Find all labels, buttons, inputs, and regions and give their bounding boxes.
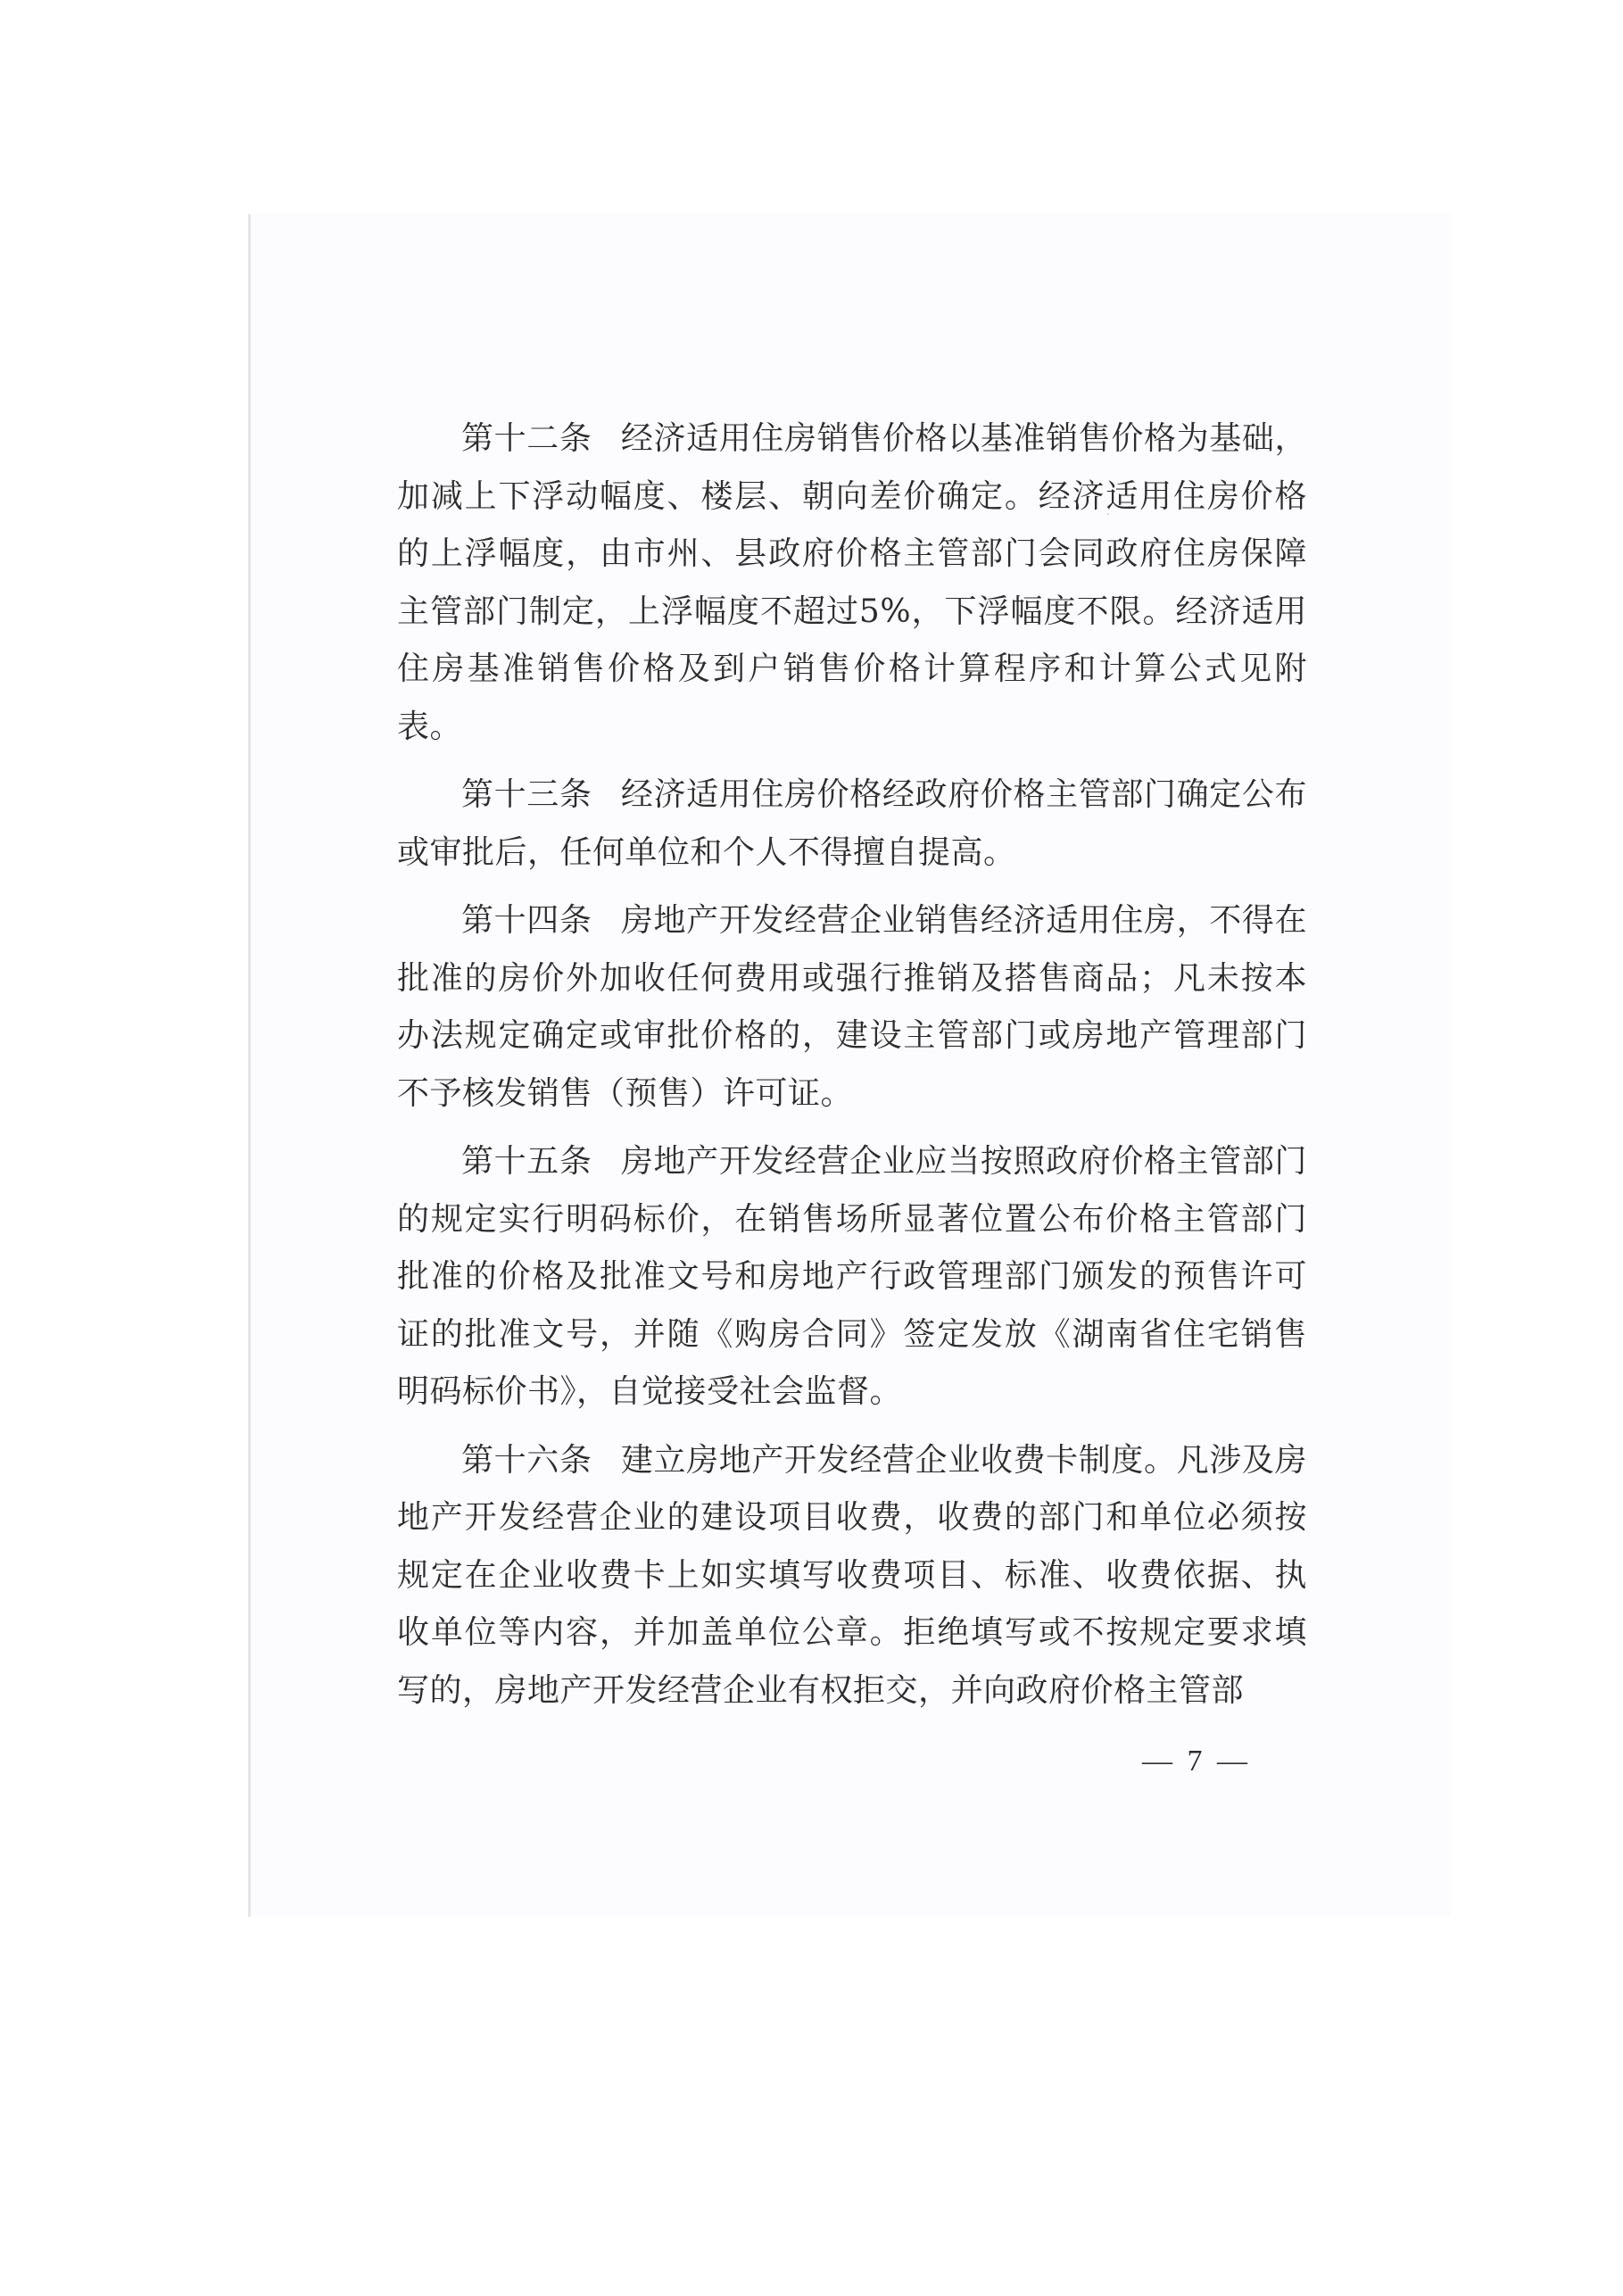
article-14 <box>397 892 1307 1123</box>
article-12 <box>397 410 1307 756</box>
article-text: 经济适用住房销售价格以基准销售价格为基础，加减上下浮动幅度、楼层、朝向差价确定。经济适用住房价格的上浮幅度，由市州、县政府价格主管部门会同政府住房保障主管部门制定，上浮幅度不超过5%，下浮幅度不限。经济适用住房基准销售价格及到户销售价格计算程序和计算公式见附表。 <box>397 420 1307 745</box>
article-number: 第十五条 <box>461 1143 592 1180</box>
article-13 <box>397 767 1307 882</box>
article-16 <box>397 1432 1307 1720</box>
article-number: 第十二条 <box>461 420 592 457</box>
article-text: 经济适用住房价格经政府价格主管部门确定公布或审批后，任何单位和个人不得擅自提高。 <box>397 776 1307 871</box>
page-number: — 7 — <box>1142 1745 1251 1778</box>
article-15 <box>397 1133 1307 1422</box>
article-text: 建立房地产开发经营企业收费卡制度。凡涉及房地产开发经营企业的建设项目收费，收费的部门和单位必须按规定在企业收费卡上如实填写收费项目、标准、收费依据、执收单位等内容，并加盖单位公章。拒绝填写或不按规定要求填写的，房地产开发经营企业有权拒交，并向政府价格主管部 <box>397 1441 1307 1709</box>
article-number: 第十六条 <box>461 1441 592 1479</box>
article-number: 第十四条 <box>461 902 592 939</box>
article-text: 房地产开发经营企业销售经济适用住房，不得在批准的房价外加收任何费用或强行推销及搭售商品；凡未按本办法规定确定或审批价格的，建设主管部门或房地产管理部门不予核发销售（预售）许可证。 <box>397 902 1307 1112</box>
article-text: 房地产开发经营企业应当按照政府价格主管部门的规定实行明码标价，在销售场所显著位置公布价格主管部门批准的价格及批准文号和房地产行政管理部门颁发的预售许可证的批准文号，并随《购房合同》签定发放《湖南省住宅销售明码标价书》，自觉接受社会监督。 <box>397 1143 1307 1410</box>
document-body <box>397 410 1307 1730</box>
article-number: 第十三条 <box>461 776 592 813</box>
